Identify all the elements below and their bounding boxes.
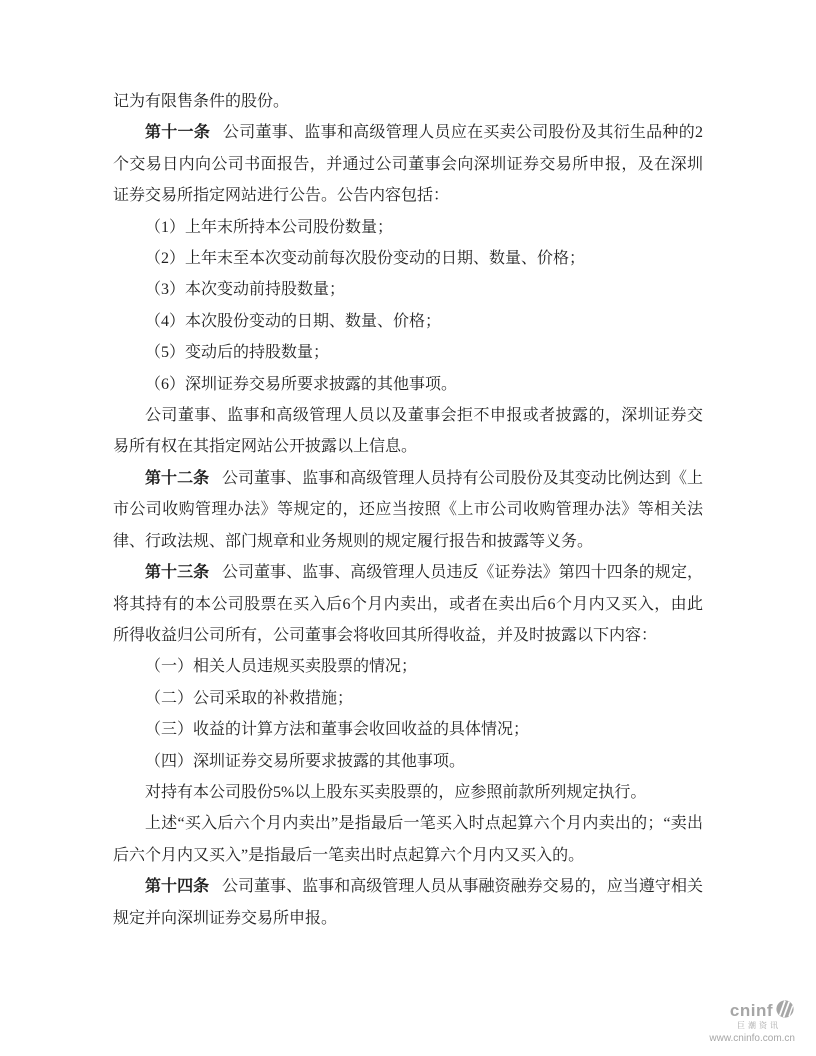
article-number: 第十一条 (145, 124, 211, 142)
cninfo-chinese-name: 巨潮资讯 (737, 1021, 781, 1031)
body-paragraph (113, 777, 703, 808)
paragraph-text: （3）本次变动前持股数量； (145, 281, 346, 299)
paragraph-text: 公司董事、监事、高级管理人员违反《证券法》第四十四条的规定，将其持有的本公司股票在买入后6个月内卖出，或者在卖出后6个月内又买入，由此所得收益归公司所有，公司董事会将收回其所得收益，并及时披露以下内容： (113, 564, 703, 644)
article-paragraph (113, 463, 703, 557)
paragraph-text: 公司董事、监事和高级管理人员持有公司股份及其变动比例达到《上市公司收购管理办法》等规定的，还应当按照《上市公司收购管理办法》等相关法律、行政法规、部门规章和业务规则的规定履行报告和披露等义务。 (113, 469, 703, 550)
cninfo-logo-text: cninf (729, 1000, 773, 1020)
continuation-paragraph (113, 86, 703, 117)
article-paragraph (113, 871, 703, 934)
article-paragraph (113, 557, 703, 651)
paragraph-text: 公司董事、监事和高级管理人员应在买卖公司股份及其衍生品种的2个交易日内向公司书面报告，并通过公司董事会向深圳证券交易所申报，及在深圳证券交易所指定网站进行公告。公告内容包括： (113, 124, 703, 205)
list-item-paragraph (113, 369, 703, 400)
paragraph-text: 上述“买入后六个月内卖出”是指最后一笔买入时点起算六个月内卖出的；“卖出后六个月内又买入”是指最后一笔卖出时点起算六个月内又买入的。 (113, 815, 703, 864)
paragraph-text: （1）上年末所持本公司股份数量； (145, 218, 394, 236)
list-item-paragraph (113, 683, 703, 714)
paragraph-text: （四）深圳证券交易所要求披露的其他事项。 (145, 752, 466, 770)
document-body (113, 86, 703, 934)
paragraph-text: 记为有限售条件的股份。 (113, 93, 290, 110)
paragraph-text: 对持有本公司股份5%以上股东买卖股票的，应参照前款所列规定执行。 (145, 783, 647, 801)
paragraph-text: （三）收益的计算方法和董事会收回收益的具体情况； (145, 721, 530, 739)
cninfo-watermark (709, 1001, 795, 1044)
paragraph-text: 公司董事、监事和高级管理人员以及董事会拒不申报或者披露的，深圳证券交易所有权在其指定网站公开披露以上信息。 (113, 407, 703, 456)
article-paragraph (113, 117, 703, 211)
list-item-paragraph (113, 337, 703, 368)
list-item-paragraph (113, 274, 703, 305)
cninfo-logo (709, 1001, 795, 1021)
paragraph-text: （一）相关人员违规买卖股票的情况； (145, 658, 418, 676)
cninfo-url: www.cninfo.com.cn (709, 1033, 795, 1044)
list-item-paragraph (113, 306, 703, 337)
article-number: 第十二条 (145, 469, 210, 487)
list-item-paragraph (113, 651, 703, 682)
body-paragraph (113, 400, 703, 463)
paragraph-text: （4）本次股份变动的日期、数量、价格； (145, 312, 442, 330)
cninfo-swirl-icon (775, 999, 795, 1019)
list-item-paragraph (113, 746, 703, 777)
paragraph-text: （二）公司采取的补救措施； (145, 689, 354, 707)
list-item-paragraph (113, 714, 703, 745)
article-number: 第十三条 (145, 564, 210, 582)
paragraph-text: （2）上年末至本次变动前每次股份变动的日期、数量、价格； (145, 250, 586, 268)
body-paragraph (113, 808, 703, 871)
article-number: 第十四条 (145, 878, 210, 896)
paragraph-text: 公司董事、监事和高级管理人员从事融资融券交易的，应当遵守相关规定并向深圳证券交易所申报。 (113, 878, 703, 927)
paragraph-text: （6）深圳证券交易所要求披露的其他事项。 (145, 375, 458, 393)
paragraph-text: （5）变动后的持股数量； (145, 344, 330, 362)
list-item-paragraph (113, 243, 703, 274)
list-item-paragraph (113, 212, 703, 243)
